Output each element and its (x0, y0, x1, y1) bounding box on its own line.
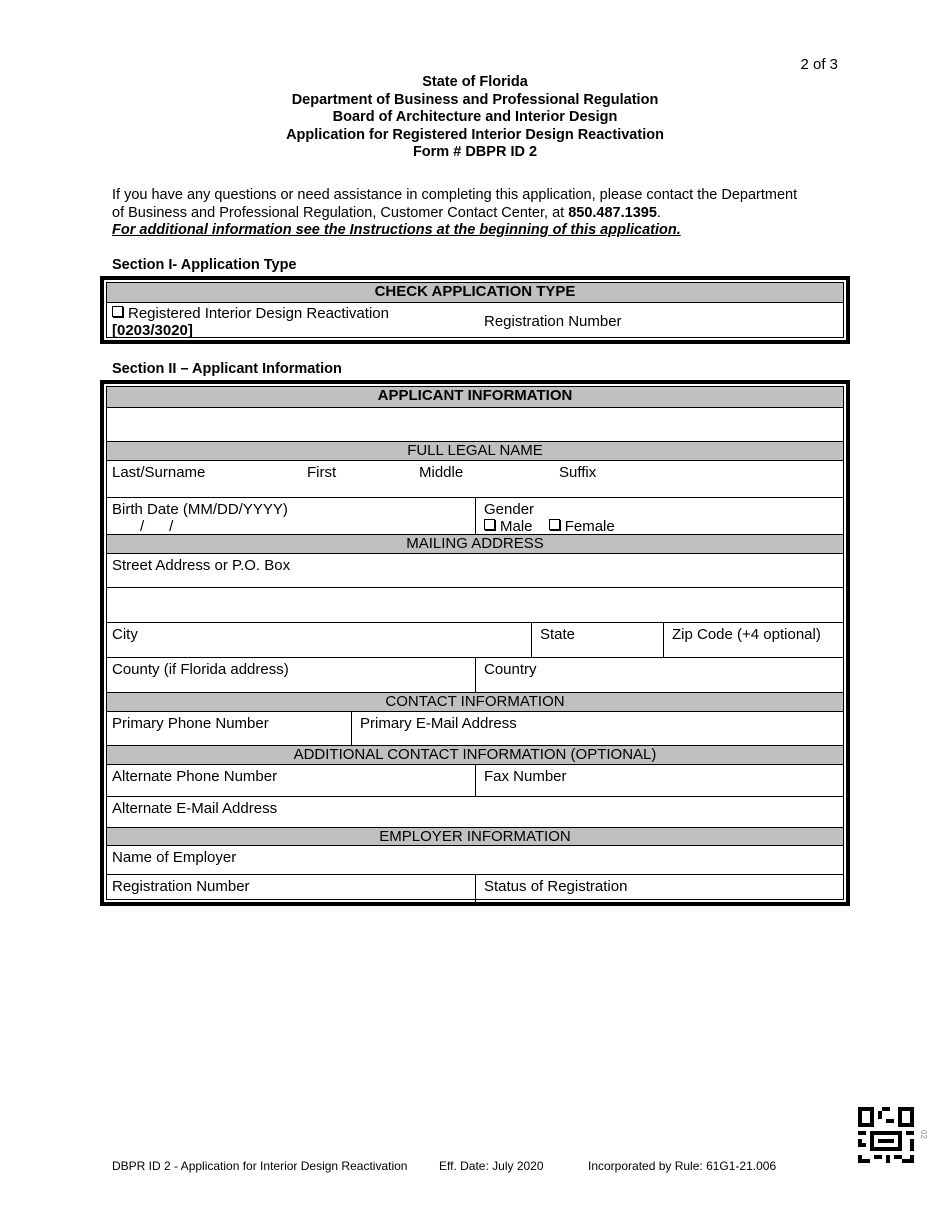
zip-label: Zip Code (+4 optional) (672, 626, 821, 643)
alternate-email-row[interactable] (107, 797, 843, 828)
applicant-information-table (100, 380, 850, 906)
primary-email-cell[interactable] (351, 712, 843, 745)
header-form-number: Form # DBPR ID 2 (412, 144, 538, 160)
primary-phone-cell[interactable] (107, 712, 351, 745)
birth-date-cell[interactable] (107, 498, 475, 534)
state-label: State (540, 626, 576, 643)
contact-information-header: CONTACT INFORMATION (107, 693, 843, 712)
fax-cell[interactable] (475, 765, 843, 796)
birth-gender-row (107, 498, 843, 535)
instructions-note: For additional information see the Instructions at the beginning of this application. (112, 222, 681, 238)
birth-date-label: Birth Date (MM/DD/YYYY) (112, 501, 288, 518)
reactivation-checkbox[interactable] (112, 306, 123, 317)
name-row[interactable] (107, 461, 843, 498)
alternate-phone-cell[interactable] (107, 765, 475, 796)
full-legal-name-header: FULL LEGAL NAME (107, 442, 843, 461)
intro-text: If you have any questions or need assistance in completing this application, please contact the Department of Business and Professional Regulation, Customer Contact Center, at (112, 187, 798, 221)
intro-paragraph (112, 187, 812, 240)
applicant-information-header: APPLICANT INFORMATION (107, 387, 843, 408)
alternate-email-label: Alternate E-Mail Address (112, 800, 278, 817)
suffix-label: Suffix (559, 464, 597, 481)
primary-phone-label: Primary Phone Number (112, 715, 269, 732)
footer-rule: Incorporated by Rule: 61G1-21.006 (588, 1159, 777, 1173)
county-label: County (if Florida address) (112, 661, 289, 678)
application-type-table (100, 276, 850, 344)
form-header (200, 74, 750, 162)
qr-code-icon (858, 1107, 914, 1163)
application-type-row (107, 303, 843, 341)
female-checkbox[interactable] (549, 519, 560, 530)
first-name-label: First (307, 464, 337, 481)
city-label: City (112, 626, 138, 643)
reactivation-code: [0203/3020] (112, 322, 193, 339)
registration-number-field-label: Registration Number (112, 878, 250, 895)
country-cell[interactable] (475, 658, 843, 692)
alternate-phone-label: Alternate Phone Number (112, 768, 278, 785)
registration-number-label: Registration Number (484, 313, 622, 330)
registration-row (107, 875, 843, 905)
zip-cell[interactable] (663, 623, 843, 657)
street-label: Street Address or P.O. Box (112, 557, 291, 574)
registration-status-label: Status of Registration (484, 878, 628, 895)
reactivation-option[interactable] (112, 305, 389, 322)
header-board: Board of Architecture and Interior Design (332, 109, 618, 125)
additional-contact-header: ADDITIONAL CONTACT INFORMATION (OPTIONAL) (107, 746, 843, 765)
city-cell[interactable] (107, 623, 531, 657)
blank-row (107, 408, 843, 442)
alternate-phone-fax-row (107, 765, 843, 797)
qr-caption: 02 (918, 1130, 928, 1139)
page-number: 2 of 3 (800, 56, 838, 73)
application-type-header: CHECK APPLICATION TYPE (107, 283, 843, 303)
header-application-title: Application for Registered Interior Design Reactivation (286, 126, 664, 143)
intro-text-end: . (656, 204, 661, 221)
gender-options (484, 518, 615, 535)
contact-phone: 850.487.1395 (568, 204, 657, 221)
birth-date-slashes: / / (140, 518, 174, 535)
section1-title: Section I- Application Type (112, 257, 297, 273)
primary-email-label: Primary E-Mail Address (360, 715, 517, 732)
middle-name-label: Middle (419, 464, 464, 481)
header-state: State of Florida (422, 74, 528, 90)
city-state-zip-row (107, 623, 843, 658)
street-row-2[interactable] (107, 588, 843, 623)
gender-cell (475, 498, 843, 534)
footer-effective-date: Eff. Date: July 2020 (439, 1159, 544, 1173)
county-country-row (107, 658, 843, 693)
county-cell[interactable] (107, 658, 475, 692)
street-row[interactable] (107, 554, 843, 588)
mailing-address-header: MAILING ADDRESS (107, 535, 843, 554)
employer-name-label: Name of Employer (112, 849, 237, 866)
reactivation-label: Registered Interior Design Reactivation (128, 305, 389, 322)
fax-label: Fax Number (484, 768, 567, 785)
female-label: Female (564, 518, 615, 535)
male-label: Male (500, 518, 533, 535)
country-label: Country (484, 661, 537, 678)
registration-status-cell[interactable] (475, 875, 843, 905)
employer-row[interactable] (107, 846, 843, 875)
header-department: Department of Business and Professional Regulation (291, 91, 659, 108)
male-checkbox[interactable] (484, 519, 495, 530)
state-cell[interactable] (531, 623, 663, 657)
footer-form-title: DBPR ID 2 - Application for Interior Design Reactivation (112, 1159, 408, 1173)
employer-information-header: EMPLOYER INFORMATION (107, 828, 843, 846)
section2-title: Section II – Applicant Information (112, 361, 342, 377)
gender-label: Gender (484, 501, 535, 518)
primary-contact-row (107, 712, 843, 746)
last-surname-label: Last/Surname (112, 464, 206, 481)
registration-number-cell[interactable] (107, 875, 475, 905)
